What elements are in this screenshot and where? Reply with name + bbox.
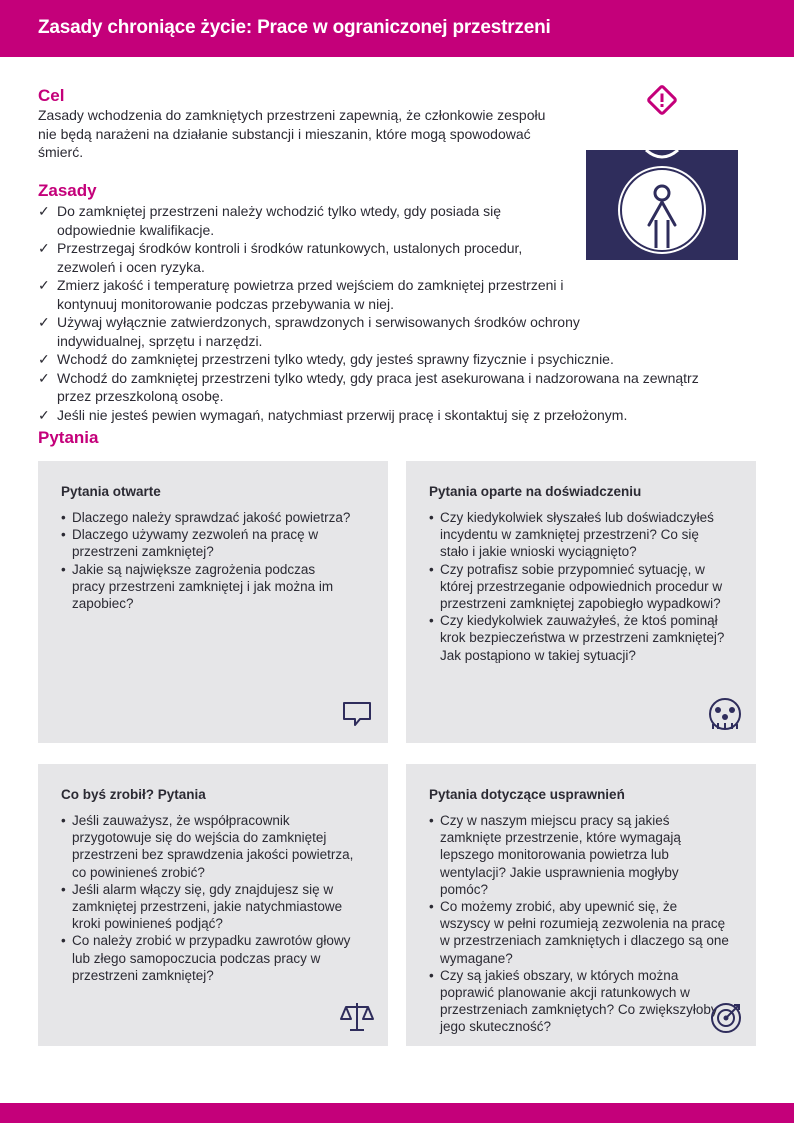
list-item: • Czy potrafisz sobie przypomnieć sytuację, w której przestrzeganie odpowiednich procedur w przestrzeni zamkniętej zapobiegło wypadkowi?: [429, 561, 723, 612]
rule-item: ✓ Zmierz jakość i temperaturę powietrza przed wejściem do zamkniętej przestrzeni i kontynuuj monitorowanie podczas przebywania w niej.: [38, 277, 564, 312]
rule-item: ✓ Wchodź do zamkniętej przestrzeni tylko wtedy, gdy jesteś sprawny fizycznie i psychicznie.: [38, 351, 614, 367]
checkmark-icon: ✓: [38, 314, 50, 330]
speech-bubble-icon: [338, 695, 376, 733]
rule-item: ✓ Wchodź do zamkniętej przestrzeni tylko wtedy, gdy praca jest asekurowana i nadzorowana na zewnątrz przez przeszkoloną osobę.: [38, 369, 699, 404]
question-card-open: [38, 461, 388, 743]
list-item: • Czy kiedykolwiek słyszałeś lub doświadczyłeś incydentu w zamkniętej przestrzeni? Co się stało i jakie wnioski wyciągnięto?: [429, 510, 714, 560]
rule-item: ✓ Jeśli nie jesteś pewien wymagań, natychmiast przerwij pracę i skontaktuj się z przełożonym.: [38, 406, 628, 423]
list-item: • Co możemy zrobić, aby upewnić się, że wszyscy w pełni rozumieją zezwolenia na pracę w przestrzeniach zamkniętych i dlaczego są one wymagane?: [429, 899, 729, 966]
list-item: • Czy w naszym miejscu pracy są jakieś zamknięte przestrzenie, które wymagają lepszego monitorowania powietrza lub wentylacji? Jakie usprawnienia mogłyby pomóc?: [429, 813, 681, 897]
header-bar: [0, 0, 794, 57]
list-item: • Czy kiedykolwiek zauważyłeś, że ktoś pominął krok bezpieczeństwa w przestrzeni zamkniętej? Jak postąpiono w takiej sytuacji?: [429, 613, 725, 663]
card-question-list: [429, 812, 729, 1036]
checkmark-icon: ✓: [38, 369, 50, 386]
card-title: Pytania otwarte: [61, 484, 161, 499]
question-card-experience: [406, 461, 756, 743]
card-title: Pytania dotyczące usprawnień: [429, 787, 625, 802]
rules-heading: Zasady: [38, 181, 97, 200]
warning-diamond-icon: [647, 85, 677, 115]
checkmark-icon: ✓: [38, 240, 50, 256]
goal-heading: Cel: [38, 86, 65, 105]
rule-item: ✓ Używaj wyłącznie zatwierdzonych, sprawdzonych i serwisowanych środków ochrony indywidualnej, sprzętu i narzędzi.: [38, 314, 580, 349]
list-item: • Dlaczego używamy zezwoleń na pracę w przestrzeni zamkniętej?: [61, 527, 319, 560]
list-item: • Dlaczego należy sprawdzać jakość powietrza?: [61, 510, 351, 525]
goal-text: Zasady wchodzenia do zamkniętych przestrzeni zapewnią, że członkowie zespołu nie będą narażeni na działanie substancji i mieszanin, które mogą spowodować śmierć.: [38, 107, 546, 160]
question-card-what-would-you-do: [38, 764, 388, 1046]
checkmark-icon: ✓: [38, 277, 50, 293]
list-item: • Jeśli alarm włączy się, gdy znajdujesz się w zamkniętej przestrzeni, jakie natychmiastowe kroki powinieneś podjąć?: [61, 881, 343, 932]
footer-bar: [0, 1103, 794, 1123]
rule-item: ✓ Do zamkniętej przestrzeni należy wchodzić tylko wtedy, gdy posiada się odpowiednie kwalifikacje.: [38, 203, 502, 238]
card-title: Pytania oparte na doświadczeniu: [429, 484, 642, 499]
list-item: • Co należy zrobić w przypadku zawrotów głowy lub złego samopoczucia podczas pracy w przestrzeni zamkniętej?: [61, 933, 351, 983]
checkmark-icon: ✓: [38, 351, 50, 367]
team-globe-icon: [706, 695, 744, 733]
card-title: Co byś zrobił? Pytania: [61, 787, 206, 802]
question-card-improvements: [406, 764, 756, 1046]
checkmark-icon: ✓: [38, 203, 50, 219]
target-icon: [708, 998, 746, 1036]
card-question-list: [61, 509, 351, 612]
card-question-list: [429, 509, 729, 664]
checkmark-icon: ✓: [38, 406, 50, 423]
scales-icon: [338, 998, 376, 1036]
list-item: • Jeśli zauważysz, że współpracownik przygotowuje się do wejścia do zamkniętej przestrzeni bez sprawdzenia jakości powietrza, co powinieneś zrobić?: [61, 813, 354, 880]
list-item: • Czy są jakieś obszary, w których można poprawić planowanie akcji ratunkowych w przestrzeniach zamkniętych? Co zwiększyłoby jego skuteczność?: [429, 967, 718, 1035]
card-question-list: [61, 812, 361, 984]
rule-item: ✓ Przestrzegaj środków kontroli i środków ratunkowych, ustalonych procedur, zezwoleń i ocen ryzyka.: [38, 240, 523, 275]
page-title: Zasady chroniące życie: Prace w ograniczonej przestrzeni: [38, 17, 551, 38]
list-item: • Jakie są największe zagrożenia podczas pracy przestrzeni zamkniętej i jak można im zapobiec?: [61, 561, 334, 612]
rules-list: [38, 202, 698, 424]
questions-heading: Pytania: [38, 428, 99, 447]
